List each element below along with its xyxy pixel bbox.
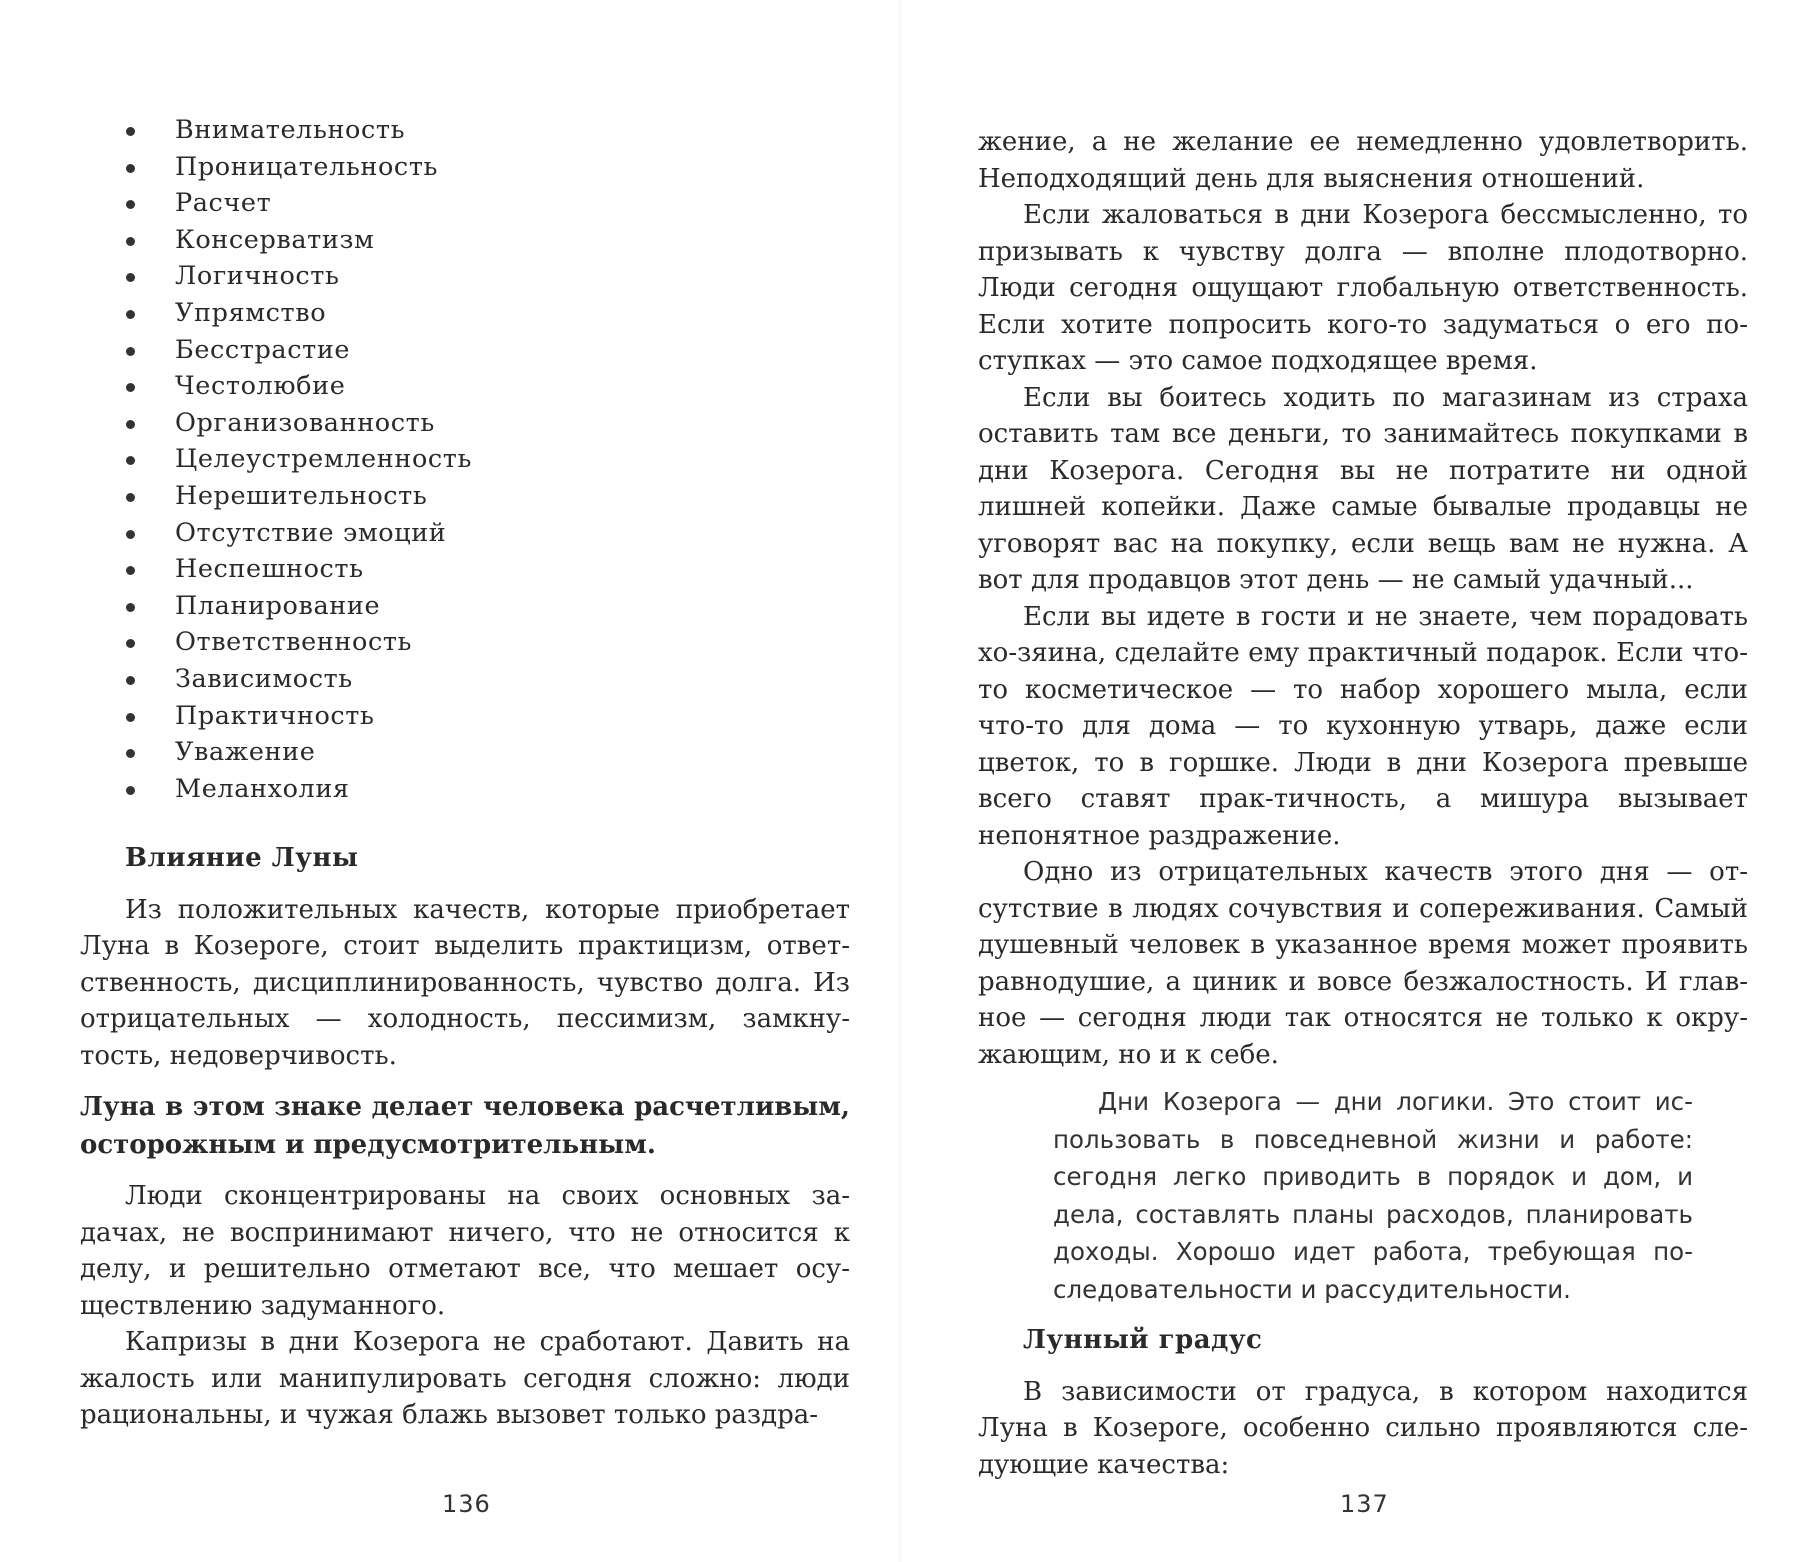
list-item: Консерватизм	[120, 222, 472, 259]
list-item: Планирование	[120, 588, 472, 625]
moon-influence-heading: Влияние Луны	[125, 843, 359, 873]
list-item: Честолюбие	[120, 368, 472, 405]
body-paragraph: Если жаловаться в дни Козерога бессмысленно, то призывать к чувству долга — вполне плодотворно. Люди сегодня ощущают глобальную ответственность. Если хотите попросить кого-то задуматься о его по-ступках — это самое подходящее время.	[978, 200, 1748, 376]
lunar-degree-heading: Лунный градус	[1023, 1325, 1263, 1355]
list-item: Внимательность	[120, 112, 472, 149]
list-item: Неспешность	[120, 551, 472, 588]
highlight-statement: Луна в этом знаке делает человека расчетливым, осторожным и предусмотрительным.	[80, 1092, 850, 1160]
continued-paragraph: жение, а не желание ее немедленно удовлетворить. Неподходящий день для выяснения отношений.	[978, 127, 1748, 194]
page-number: 136	[442, 1490, 491, 1518]
moon-influence-paragraph: Из положительных качеств, которые приобретает Луна в Козероге, стоит выделить практицизм, ответ-ственность, дисциплинированность, чувство долга. Из отрицательных — холодность, пессимизм, замкну-тость, недоверчивость.	[80, 894, 850, 1071]
lunar-degree-paragraph: В зависимости от градуса, в котором находится Луна в Козероге, особенно сильно проявляются сле-дующие качества:	[978, 1376, 1748, 1480]
body-paragraph: Одно из отрицательных качеств этого дня — от-сутствие в людях сочувствия и сопереживания. Самый душевный человек в указанное время может проявить равнодушие, а циник и вовсе безжалостность. И глав-ное — сегодня люди так относятся не только к окру-жающим, но и к себе.	[978, 857, 1748, 1070]
list-item: Целеустремленность	[120, 441, 472, 478]
list-item: Логичность	[120, 258, 472, 295]
list-item: Расчет	[120, 185, 472, 222]
traits-list	[120, 112, 472, 807]
list-item: Практичность	[120, 698, 472, 735]
list-item: Отсутствие эмоций	[120, 515, 472, 552]
list-item: Зависимость	[120, 661, 472, 698]
list-item: Уважение	[120, 734, 472, 771]
right-page	[900, 0, 1800, 1562]
list-item: Организованность	[120, 405, 472, 442]
list-item: Проницательность	[120, 149, 472, 186]
left-body-text	[80, 840, 850, 1434]
body-paragraph: Если вы идете в гости и не знаете, чем порадовать хо-зяина, сделайте ему практичный подарок. Если что-то косметическое — то набор хорошего мыла, если что-то для дома — то кухонную утварь, даже если цветок, то в горшке. Люди в дни Козерога превыше всего ставят прак-тичность, а мишура вызывает непонятное раздражение.	[978, 601, 1748, 851]
body-paragraph: Люди сконцентрированы на своих основных за-дачах, не воспринимают ничего, что не относится к делу, и решительно отметают все, что мешает осу-ществлению задуманного.	[80, 1181, 850, 1321]
body-paragraph: Если вы боитесь ходить по магазинам из страха оставить там все деньги, то занимайтесь покупками в дни Козерога. Сегодня вы не потратите ни одной лишней копейки. Даже самые бывалые продавцы не уговорят вас на покупку, если вещь вам не нужна. А вот для продавцов этот день — не самый удачный...	[978, 382, 1748, 595]
page-number: 137	[1340, 1490, 1389, 1518]
body-paragraph: Капризы в дни Козерога не сработают. Давить на жалость или манипулировать сегодня сложно: люди рациональны, и чужая блажь вызовет только раздра-	[80, 1327, 850, 1430]
list-item: Бесстрастие	[120, 332, 472, 369]
callout-box: Дни Козерога — дни логики. Это стоит ис-пользовать в повседневной жизни и работе: сегодня легко приводить в порядок и дом, и дела, составлять планы расходов, планировать доходы. Хорошо идет работа, требующая по-следовательности и рассудительности.	[1053, 1087, 1693, 1304]
right-body-text	[978, 124, 1748, 1483]
list-item: Упрямство	[120, 295, 472, 332]
list-item: Меланхолия	[120, 771, 472, 808]
list-item: Ответственность	[120, 624, 472, 661]
list-item: Нерешительность	[120, 478, 472, 515]
